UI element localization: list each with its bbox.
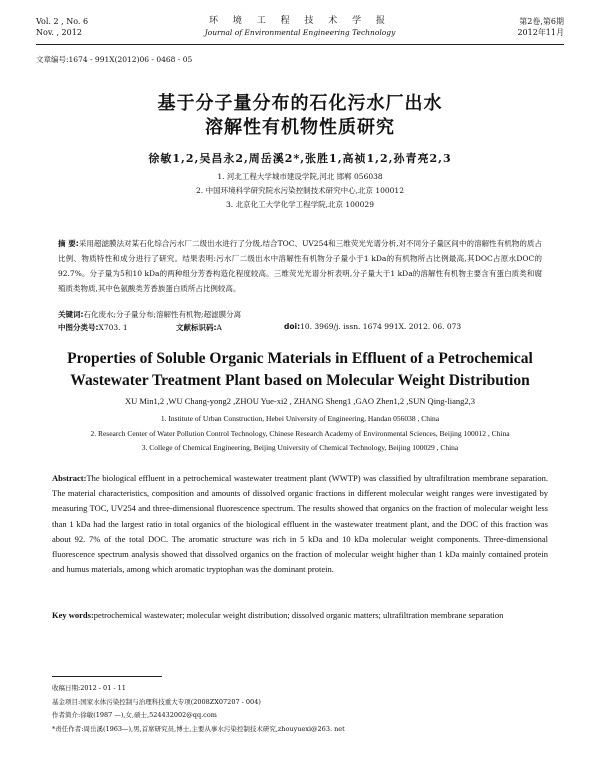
affiliation-cn: 2. 中国环境科学研究院水污染控制技术研究中心,北京 100012 — [196, 186, 404, 195]
volume-line: Vol. 2 , No. 6 — [36, 17, 89, 26]
title-cn — [36, 92, 564, 140]
footnote-received: 收稿日期:2012 - 01 - 11 — [52, 684, 126, 692]
volume-info-cn — [517, 16, 564, 38]
keywords-en-label: Key words: — [52, 610, 94, 620]
keywords-cn — [58, 308, 542, 321]
footnote-corresponding: *责任作者:周岳溪(1963—),男,首席研究员,博士,主要从事水污染控制技术研究,zhouyuexi@263. net — [52, 724, 345, 733]
volume-line-cn: 第2卷,第6期 — [519, 17, 564, 26]
running-header — [36, 16, 564, 44]
date-line-cn: 2012年11月 — [517, 28, 564, 37]
doi-label: doi: — [284, 322, 301, 331]
journal-name-cn: 环 境 工 程 技 术 学 报 — [208, 16, 392, 26]
date-line: Nov. , 2012 — [36, 28, 82, 37]
class-number-label: 中图分类号: — [58, 323, 99, 332]
affiliation-en: 2. Research Center of Water Pollution Control Technology, Chinese Research Academy of Environmental Sciences, Beijing 100012 , China — [90, 428, 510, 438]
abstract-cn-label: 摘 要: — [58, 239, 79, 248]
journal-name-en: Journal of Environmental Engineering Technology — [204, 28, 396, 37]
abstract-en-text: The biological effluent in a petrochemical wastewater treatment plant (WWTP) was classified by ultrafiltration membrane separation. The material characteristics, composition and amounts of dissolved organic fractions in different molecular weight ranges were investigated by measuring TOC, UV254 and three-dimensional fluorescence spectrum. The results showed that organics on the fraction of molecular weight less than 1 kDa had the largest ratio in total organics of the biological effluent in the wastewater treatment plant, and the DOC of this fraction was about 92. 7% of the total DOC. The aromatic structure was rich in 5 kDa and 10 kDa molecular weight components. Three-dimensional fluorescence spectrum analysis showed that dissolved organics on the fraction of molecular weight higher than 1 kDa mainly contained protein and humus materials, among which aromatic tryptophan was the dominant protein. — [52, 473, 548, 575]
abstract-cn — [58, 236, 542, 296]
affiliation-en: 3. College of Chemical Engineering, Beijing University of Chemical Technology, Beijing 100029 , China — [141, 443, 459, 452]
keywords-en-text: petrochemical wastewater; molecular weight distribution; dissolved organic matters; ultrafiltration membrane separation — [93, 610, 504, 620]
affiliations-en — [60, 412, 540, 456]
class-number — [58, 322, 128, 333]
title-cn-line2: 溶解性有机物性质研究 — [205, 117, 395, 138]
affiliation-cn: 1. 河北工程大学城市建设学院,河北 邯郸 056038 — [217, 172, 383, 181]
document-code — [176, 322, 222, 333]
title-en — [36, 348, 564, 392]
authors-cn: 徐敏1,2,吴昌永2,周岳溪2*,张胜1,高祯1,2,孙青亮2,3 — [148, 152, 452, 165]
footnote-author: 作者简介:徐敏(1987 —),女,硕士,524432002@qq.com — [52, 711, 217, 719]
keywords-cn-label: 关键词: — [58, 310, 84, 319]
abstract-en-label: Abstract: — [52, 473, 87, 483]
affiliation-cn: 3. 北京化工大学化学工程学院,北京 100029 — [226, 200, 374, 209]
title-en-line1: Properties of Soluble Organic Materials in Effluent of a Petrochemical — [67, 350, 533, 367]
affiliations-cn — [36, 170, 564, 212]
document-code-value: A — [216, 323, 222, 332]
footnotes — [52, 682, 548, 736]
abstract-en — [52, 471, 548, 577]
title-cn-line1: 基于分子量分布的石化污水厂出水 — [157, 93, 443, 114]
footnote-funding: 基金项目:国家水体污染控制与治理科技重大专项(2008ZX07207 - 004) — [52, 697, 261, 706]
journal-name — [36, 16, 564, 38]
footnote-rule — [52, 676, 162, 677]
document-code-label: 文献标识码: — [176, 323, 217, 332]
keywords-cn-text: 石化废水;分子量分布;溶解性有机物;超滤膜分离 — [83, 310, 242, 319]
title-en-line2: Wastewater Treatment Plant based on Molecular Weight Distribution — [70, 372, 530, 389]
doi-value: 10. 3969/j. issn. 1674 991X. 2012. 06. 073 — [300, 322, 462, 331]
article-number: 文章编号:1674 - 991X(2012)06 - 0468 - 05 — [36, 55, 193, 64]
keywords-en — [52, 608, 548, 623]
affiliation-en: 1. Institute of Urban Construction, Hebei University of Engineering, Handan 056038 , China — [160, 414, 440, 423]
abstract-cn-text: 采用超滤膜法对某石化综合污水厂二级出水进行了分级,结合TOC、UV254和三维荧光光谱分析,对不同分子量区间中的溶解性有机物的质占比例、物质特性和成分进行了研究。结果表明:污水厂二级出水中溶解性有机物分子量小于1 kDa的有机物所占比例最高,其DOC占原水DOC的92.7%。分子量为5和10 kDa的两种组分芳香构造化程度较高。三维荧光光谱分析表明,分子量大于1 kDa的溶解性有机物主要含有蛋白质类和腐殖质类物质,其中色氨酸类芳香族蛋白质所占比例较高。 — [58, 239, 542, 293]
class-number-value: X703. 1 — [98, 323, 128, 332]
authors-en: XU Min1,2 ,WU Chang-yong2 ,ZHOU Yue-xi2 , ZHANG Sheng1 ,GAO Zhen1,2 ,SUN Qing-liang2,3 — [124, 396, 476, 406]
doi — [284, 322, 461, 331]
header-rule — [36, 44, 564, 45]
